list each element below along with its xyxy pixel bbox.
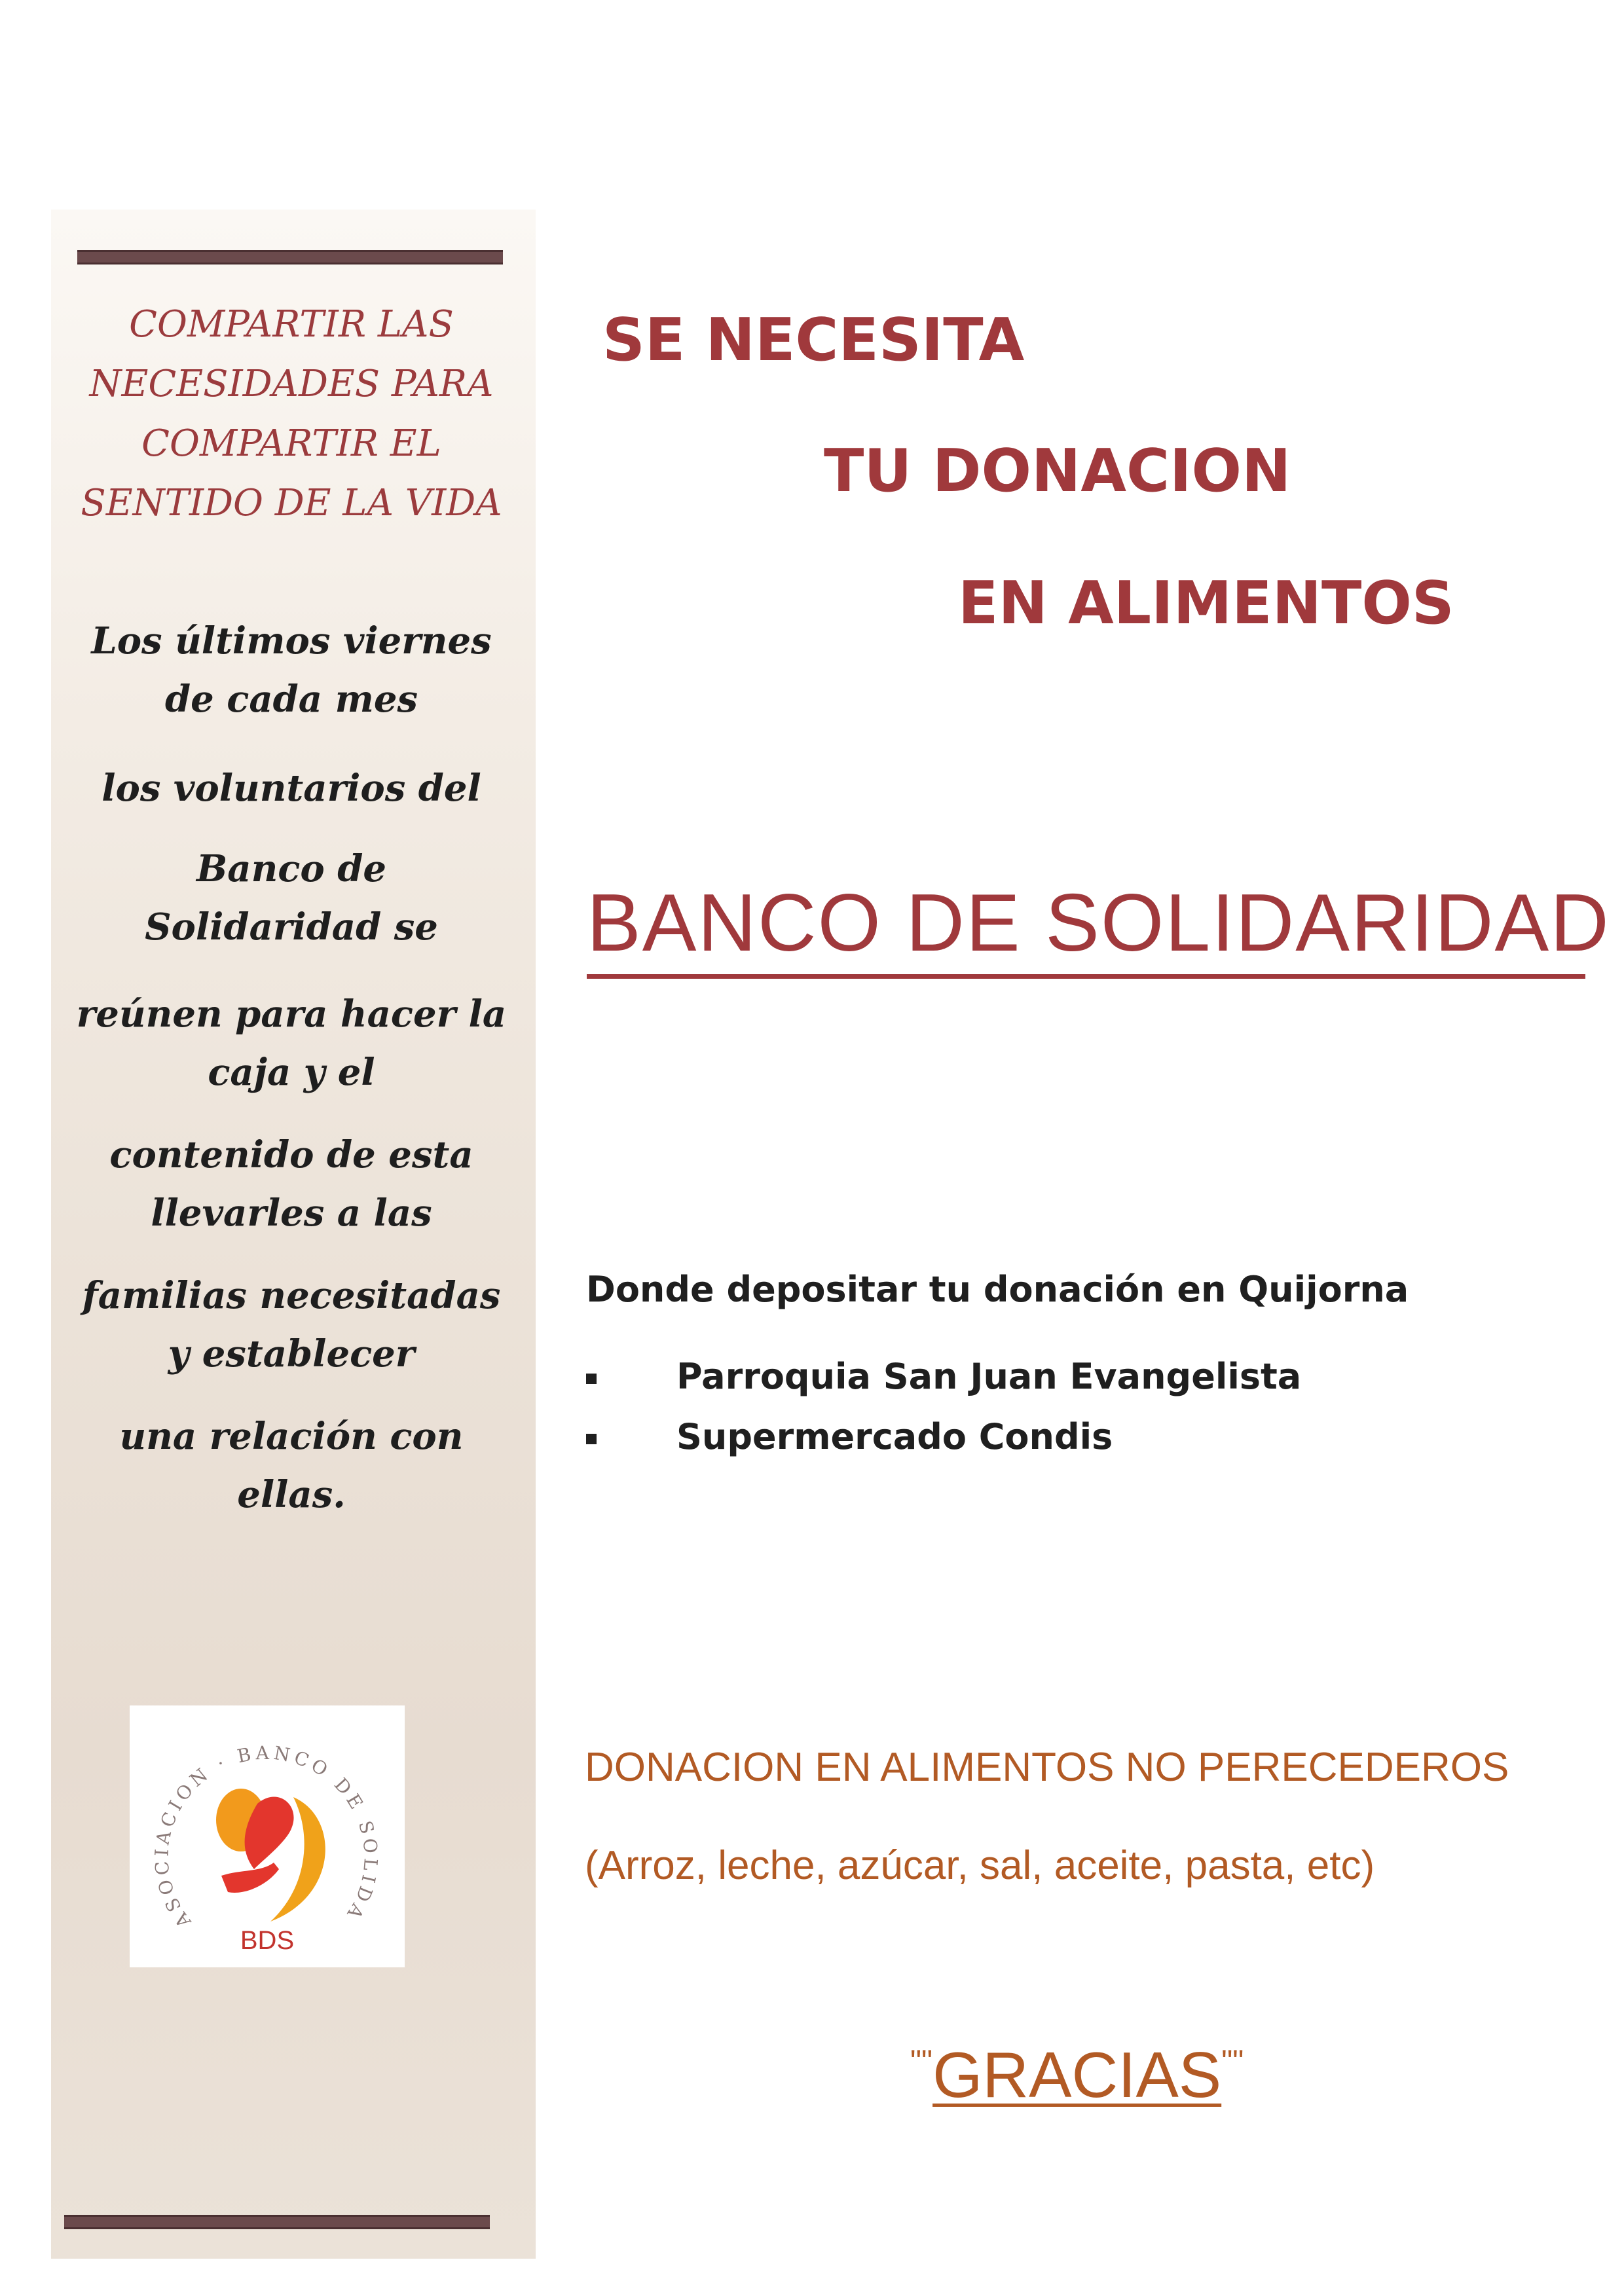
location-label: Supermercado Condis <box>676 1416 1113 1457</box>
sidebar-text-line: los voluntarios del <box>101 767 481 810</box>
logo-ring-text: ASOCIACION · BANCO DE SOLIDA <box>151 1741 382 1932</box>
location-label: Parroquia San Juan Evangelista <box>676 1356 1302 1397</box>
sidebar-text-line: ellas. <box>237 1473 346 1516</box>
motto-line: SENTIDO DE LA VIDA <box>81 482 502 524</box>
headline-line-1: SE NECESITA <box>602 306 1025 374</box>
motto-line: COMPARTIR LAS <box>129 303 454 346</box>
sidebar-paragraph-5 <box>65 1126 517 1243</box>
sidebar-text-line: llevarles a las <box>151 1192 432 1235</box>
sidebar-text-line: de cada mes <box>164 678 418 721</box>
locations-title: Donde depositar tu donación en Quijorna <box>586 1269 1409 1310</box>
headline-line-2: TU DONACION <box>824 437 1291 505</box>
sidebar-text-line: contenido de esta <box>109 1133 473 1176</box>
sidebar-text-line: una relación con <box>119 1415 464 1458</box>
sidebar-paragraph-6 <box>65 1267 517 1383</box>
sidebar-text-line: y establecer <box>168 1332 415 1376</box>
donation-examples: (Arroz, leche, azúcar, sal, aceite, pasta, etc) <box>585 1843 1375 1888</box>
location-item <box>586 1354 1301 1400</box>
sidebar-text-line: reúnen para hacer la <box>76 993 507 1036</box>
sidebar-paragraph-4 <box>65 985 517 1102</box>
thanks-word: GRACIAS <box>932 2039 1222 2111</box>
logo-red-hand <box>221 1863 279 1893</box>
sidebar-paragraph-3 <box>65 840 517 957</box>
thanks-close-quotes: "" <box>1221 2045 1244 2079</box>
sidebar-text-line: familias necesitadas <box>82 1274 501 1317</box>
bullet-square-icon <box>586 1374 597 1384</box>
sidebar-text-line: Banco de <box>196 847 387 890</box>
bds-logo-graphic <box>130 1705 405 1967</box>
bds-logo <box>130 1705 405 1967</box>
sidebar-text-line: Los últimos viernes <box>91 619 492 663</box>
motto-line: COMPARTIR EL <box>141 422 441 465</box>
organization-underline <box>587 974 1585 979</box>
thanks-open-quotes: "" <box>910 2045 933 2079</box>
sidebar-text-line: caja y el <box>208 1051 375 1094</box>
sidebar-paragraph-7 <box>65 1408 517 1524</box>
sidebar-motto <box>65 295 517 533</box>
location-item <box>586 1414 1113 1460</box>
sidebar-top-rule <box>77 250 503 264</box>
headline-line-3: EN ALIMENTOS <box>958 569 1454 638</box>
organization-title: BANCO DE SOLIDARIDAD <box>587 878 1610 968</box>
sidebar-text-line: Solidaridad se <box>145 905 438 949</box>
sidebar-paragraph-2 <box>65 759 517 818</box>
motto-line: NECESIDADES PARA <box>89 363 494 405</box>
bullet-square-icon <box>586 1434 597 1444</box>
sidebar-bottom-rule <box>64 2215 490 2229</box>
sidebar-paragraph-1 <box>65 612 517 729</box>
thanks-text <box>910 2026 1244 2111</box>
donation-title: DONACION EN ALIMENTOS NO PERECEDEROS <box>585 1745 1509 1790</box>
logo-abbreviation: BDS <box>240 1926 295 1955</box>
